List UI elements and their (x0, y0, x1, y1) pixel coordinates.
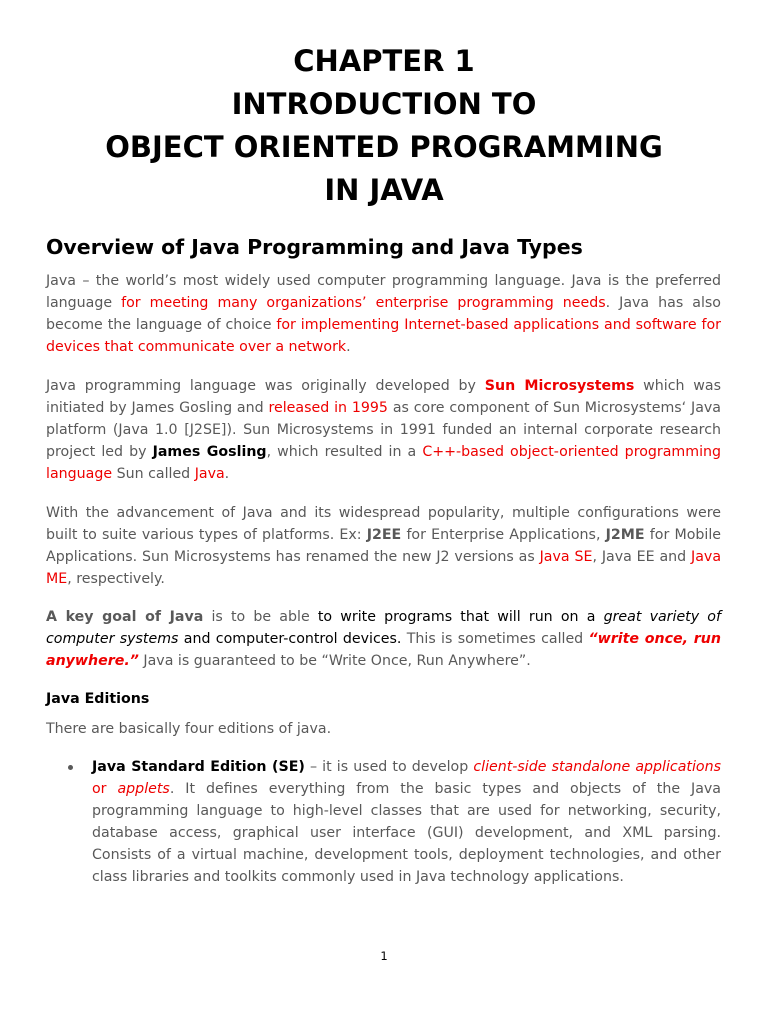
chapter-title-line-3: OBJECT ORIENTED PROGRAMMING (105, 130, 663, 164)
section-heading: Overview of Java Programming and Java Types (46, 235, 583, 259)
text-run: , Java EE and (592, 549, 692, 565)
bold-text: A key goal of Java (46, 609, 204, 625)
editions-heading: Java Editions (46, 691, 150, 707)
highlight-text: for implementing Internet-based applications and software for devices that communicate over a network (46, 317, 721, 355)
text-run: , which resulted in a (266, 444, 423, 460)
text-run: for Mobile Applications. Sun Microsystems has renamed the new J2 versions as (46, 527, 721, 565)
text-run: With the advancement of Java and its widespread popularity, multiple configurations were built to suite various types of platforms. Ex: (46, 505, 721, 543)
italic-text: great variety of computer systems (46, 609, 721, 647)
page-number: 1 (380, 949, 388, 963)
bold-text: J2EE (366, 527, 402, 543)
text-run: . It defines everything from the basic types and objects of the Java programming language to high-level classes that are used for networking, security, database access, graphical user interface (GUI) development, and XML parsing. Consists of a virtual machine, development tools, deployment technologies, and other class libraries and toolkits commonly used in Java technology applications. (92, 781, 721, 885)
editions-intro: There are basically four editions of java. (46, 721, 332, 737)
highlight-text: Java (194, 466, 225, 482)
text-run: to write programs that will run on a (317, 609, 604, 625)
bold-text: J2ME (605, 527, 645, 543)
bold-text: Java Standard Edition (SE) (92, 759, 305, 775)
highlight-text: “write once, run anywhere.” (46, 631, 721, 669)
highlight-text: Java ME (46, 549, 722, 587)
paragraph-history (46, 375, 721, 485)
text-run: is to be able (203, 609, 318, 625)
text-run: Java is guaranteed to be “Write Once, Run Anywhere”. (138, 653, 531, 669)
bold-text: James Gosling (152, 444, 267, 460)
text-run: Sun called (112, 466, 195, 482)
highlight-text: for meeting many organizations’ enterprise programming needs (121, 295, 606, 311)
text-run: which was initiated by James Gosling and (46, 378, 722, 416)
text-run: . (224, 466, 230, 482)
highlight-text: released in 1995 (268, 400, 388, 416)
text-run: – it is used to develop (304, 759, 474, 775)
text-run: , respectively. (67, 571, 165, 587)
chapter-title (0, 40, 768, 212)
text-run: This is sometimes called (401, 631, 589, 647)
paragraph-intro (46, 270, 721, 358)
highlight-text: applets (117, 781, 170, 797)
highlight-text: Java SE (539, 549, 593, 565)
text-run: and computer-control devices. (178, 631, 402, 647)
text-run: . Java has also become the language of choice (46, 295, 721, 333)
text-run: as core component of Sun Microsystems‘ Java platform (Java 1.0 [J2SE]). Sun Microsystems in 1991 funded an internal corporate research project led by (46, 400, 721, 460)
highlight-text: client-side standalone applications (473, 759, 721, 775)
paragraph-key-goal (46, 606, 721, 672)
highlight-text: Sun Microsystems (484, 378, 635, 394)
highlight-text: or (92, 781, 118, 797)
text-run: Java – the world’s most widely used computer programming language. Java is the preferred language (46, 273, 721, 311)
bullet-text (92, 756, 721, 888)
text-run: for Enterprise Applications, (401, 527, 606, 543)
highlight-text: C++-based object-oriented programming language (46, 444, 722, 482)
text-run: . (346, 339, 351, 355)
bullet-icon (68, 765, 73, 770)
chapter-title-line-2: INTRODUCTION TO (231, 87, 537, 121)
chapter-title-line-1: CHAPTER 1 (293, 44, 475, 78)
chapter-title-line-4: IN JAVA (324, 173, 444, 207)
text-run: Java programming language was originally developed by (46, 378, 485, 394)
paragraph-editions-overview (46, 502, 721, 590)
